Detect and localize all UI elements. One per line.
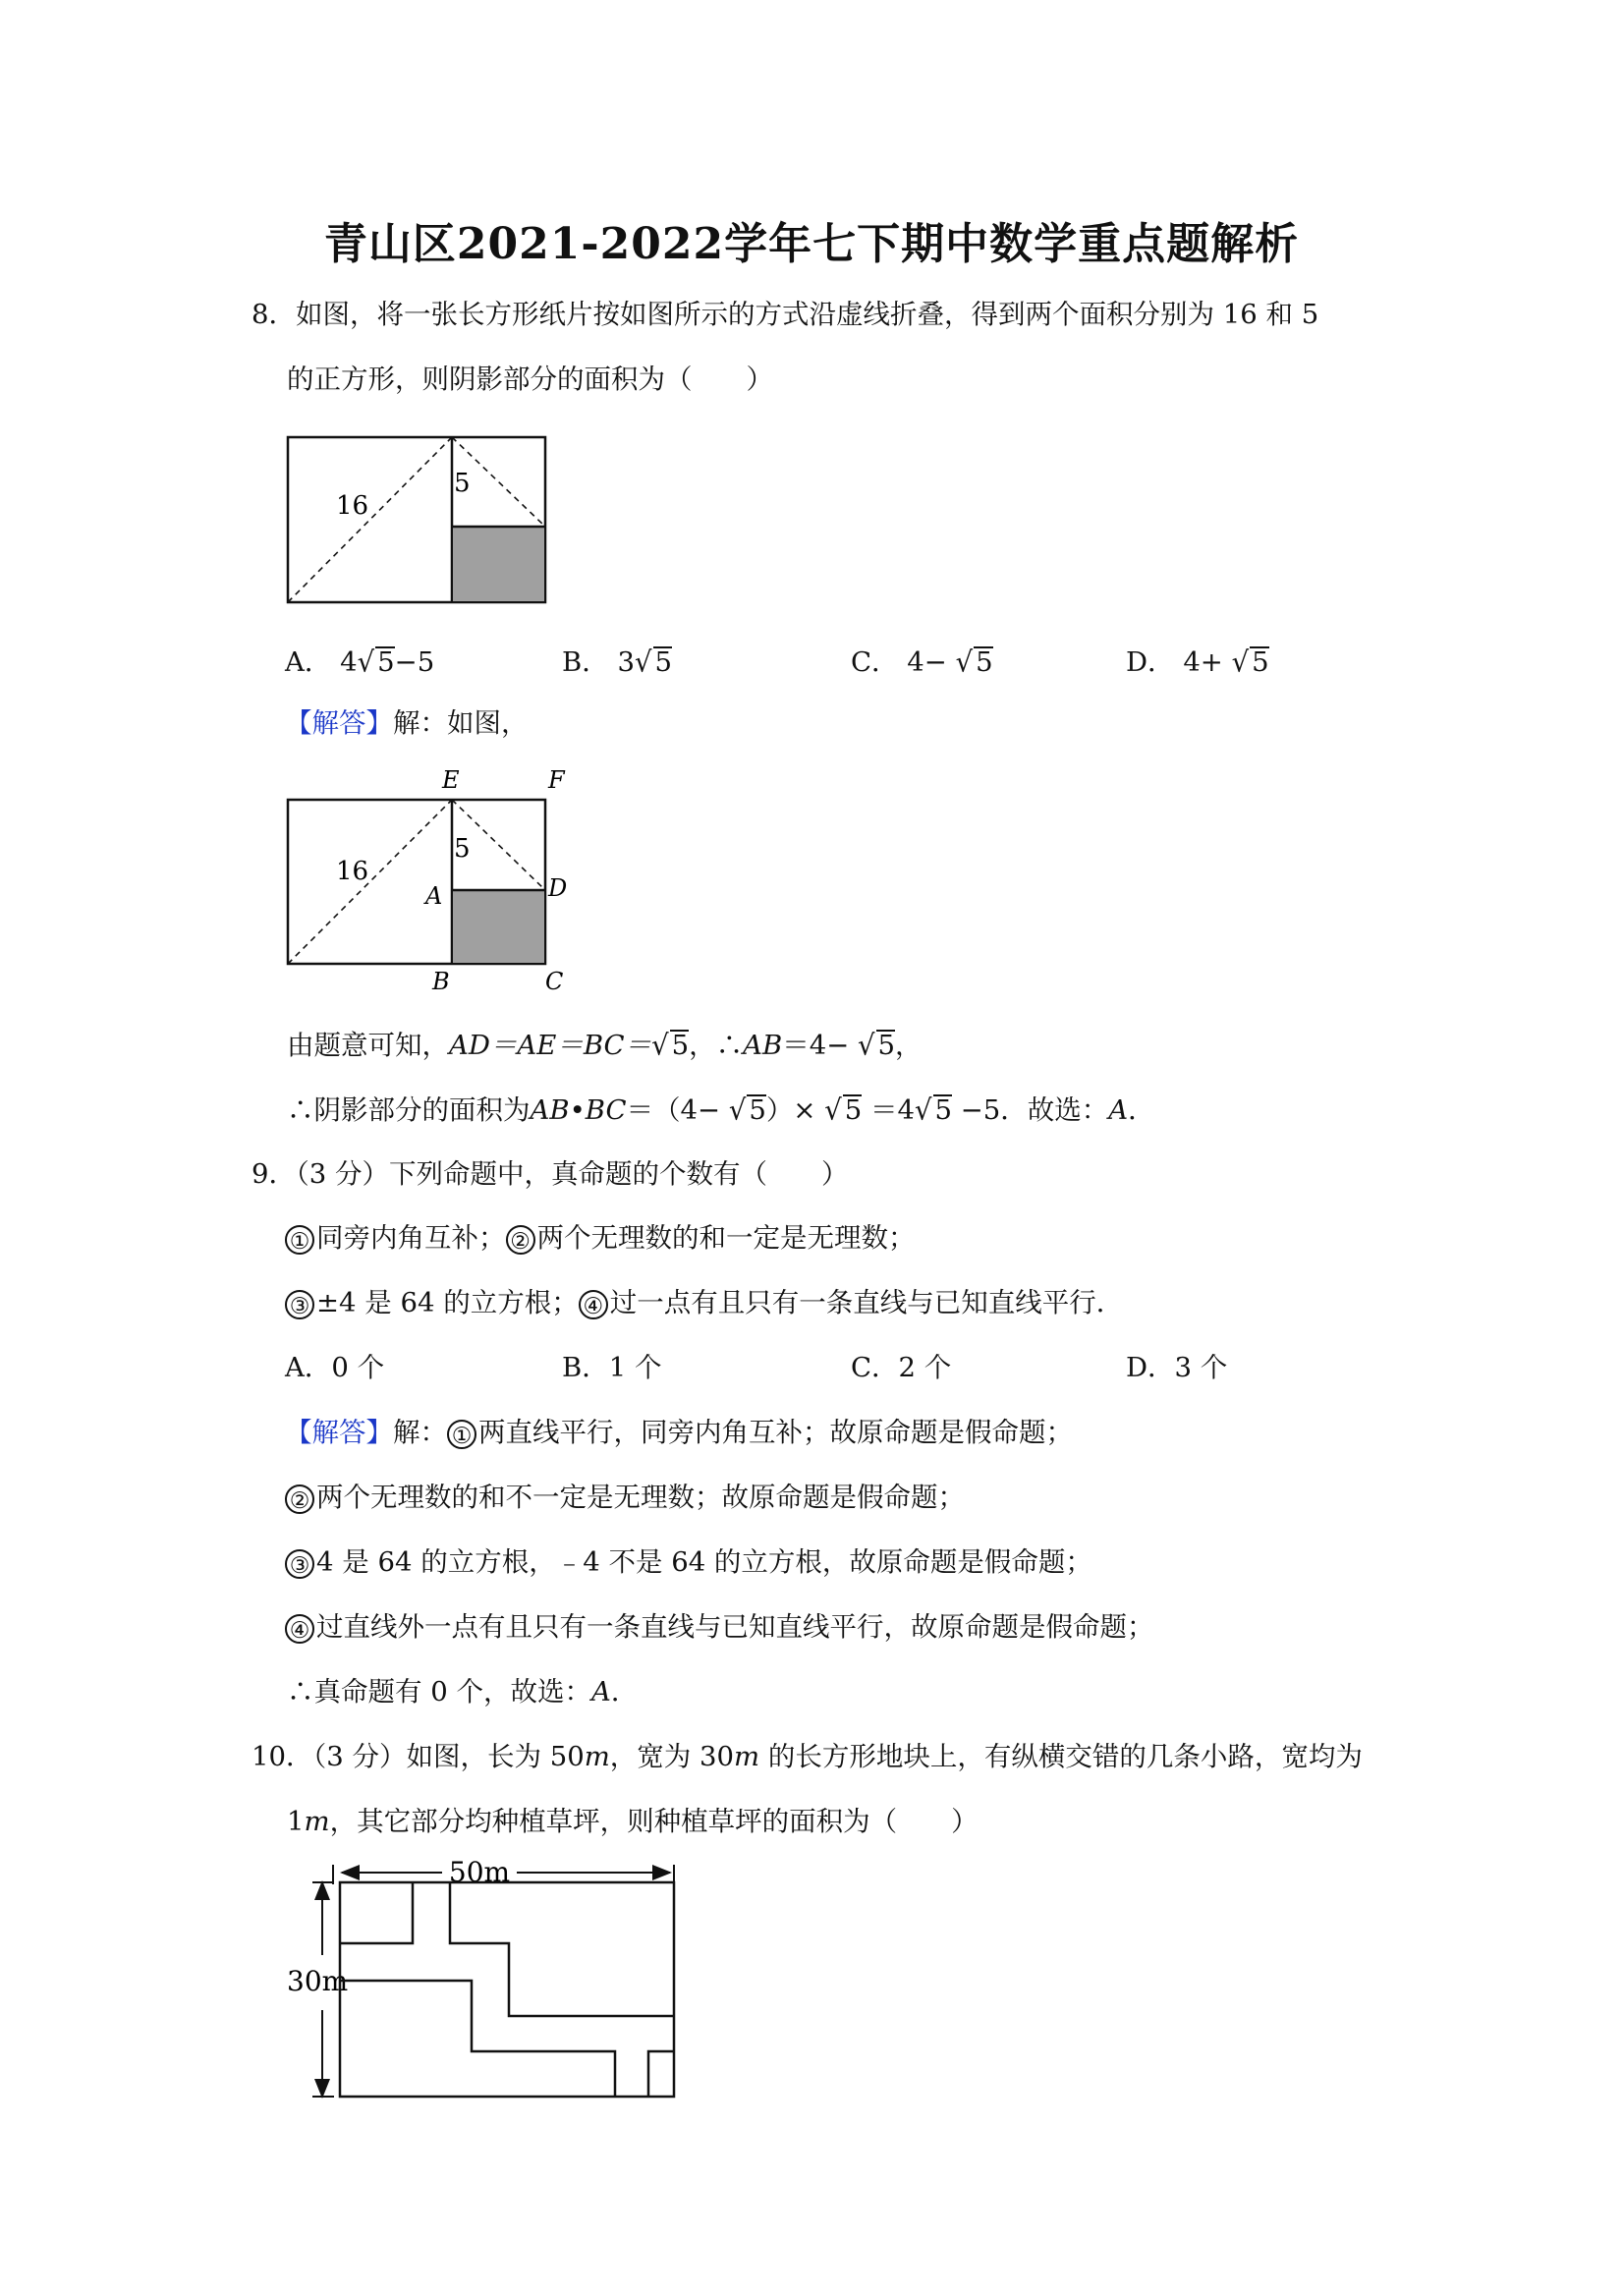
q8-fig2-point-a: A [425,882,443,910]
q10-width-label: 50m [448,1856,511,1888]
circled-3: ③ [285,1290,314,1319]
page-title: 青山区2021-2022学年七下期中数学重点题解析 [323,219,1300,269]
q9-option-d: D．3 个 [1126,1352,1228,1383]
q9-answer-line5: ∴真命题有 0 个，故选：A． [287,1676,639,1708]
q9-statements-3-4: ③ ±4 是 64 的立方根； ④ 过一点有且只有一条直线与已知直线平行． [285,1283,1123,1322]
q8-fig2-label-16: 16 [336,857,369,886]
q8-fig2-point-c: C [545,968,564,995]
circled-1: ① [285,1225,314,1255]
q8-fig2-label-5: 5 [454,834,471,864]
q8-option-c: C． 4− √ 5 [851,645,993,679]
q8-stem-line1: 8．如图，将一张长方形纸片按如图所示的方式沿虚线折叠，得到两个面积分别为 16 和 5 [252,299,1319,330]
q9-stem: 9．（3 分）下列命题中，真命题的个数有（ ） [252,1158,849,1190]
q10-height-label: 30m [287,1965,349,1997]
q8-fig-label-16: 16 [336,491,369,521]
q10-figure [285,1847,688,2102]
q9-answer-line4: ④ 过直线外一点有且只有一条直线与已知直线平行，故原命题是假命题； [285,1607,1154,1647]
q8-figure [285,432,550,604]
q8-fig2-point-b: B [432,968,450,995]
q9-answer-line3: ③ 4 是 64 的立方根，﹣4 不是 64 的立方根，故原命题是假命题； [285,1542,1092,1582]
answer-tag: 【解答】 [285,1417,393,1448]
q8-solution-line2: ∴阴影部分的面积为AB•BC＝（4− √ 5）× √ 5 ＝4√ 5 −5．故选：A． [287,1093,1155,1127]
q9-option-c: C．2 个 [851,1352,952,1383]
q10-stem-line2: 1m，其它部分均种植草坪，则种植草坪的面积为（ ） [287,1806,979,1837]
q8-option-d: D． 4+ √ 5 [1126,645,1269,679]
q9-answer-line2: ② 两个无理数的和不一定是无理数；故原命题是假命题； [285,1478,965,1517]
q8-fig2-point-d: D [548,874,568,902]
q8-option-a: A． 4√ 5−5 [285,645,435,679]
q8-answer-intro: 【解答】解：如图， [285,707,529,739]
q8-option-b: B． 3√ 5 [562,645,672,679]
q8-fig2-point-e: E [442,766,460,794]
circled-2: ② [506,1225,535,1255]
q8-solution-line1: 由题意可知，AD＝AE＝BC＝√ 5，∴AB＝4− √ 5， [287,1029,923,1062]
q10-stem-line1: 10．（3 分）如图，长为 50m，宽为 30m 的长方形地块上，有纵横交错的几条小路，宽均为 [252,1741,1363,1772]
q9-option-a: A．0 个 [285,1352,385,1383]
q8-solution-figure [285,766,580,994]
q9-option-b: B．1 个 [562,1352,662,1383]
answer-tag: 【解答】 [285,707,393,739]
circled-4: ④ [579,1290,608,1319]
q9-statements-1-2: ① 同旁内角互补； ② 两个无理数的和一定是无理数； [285,1218,916,1258]
q8-fig-label-5: 5 [454,469,471,498]
q9-answer-line1: 【解答】解： ① 两直线平行，同旁内角互补；故原命题是假命题； [285,1417,1073,1449]
q8-stem-line2: 的正方形，则阴影部分的面积为（ ） [287,364,773,395]
q8-fig2-point-f: F [548,766,565,794]
